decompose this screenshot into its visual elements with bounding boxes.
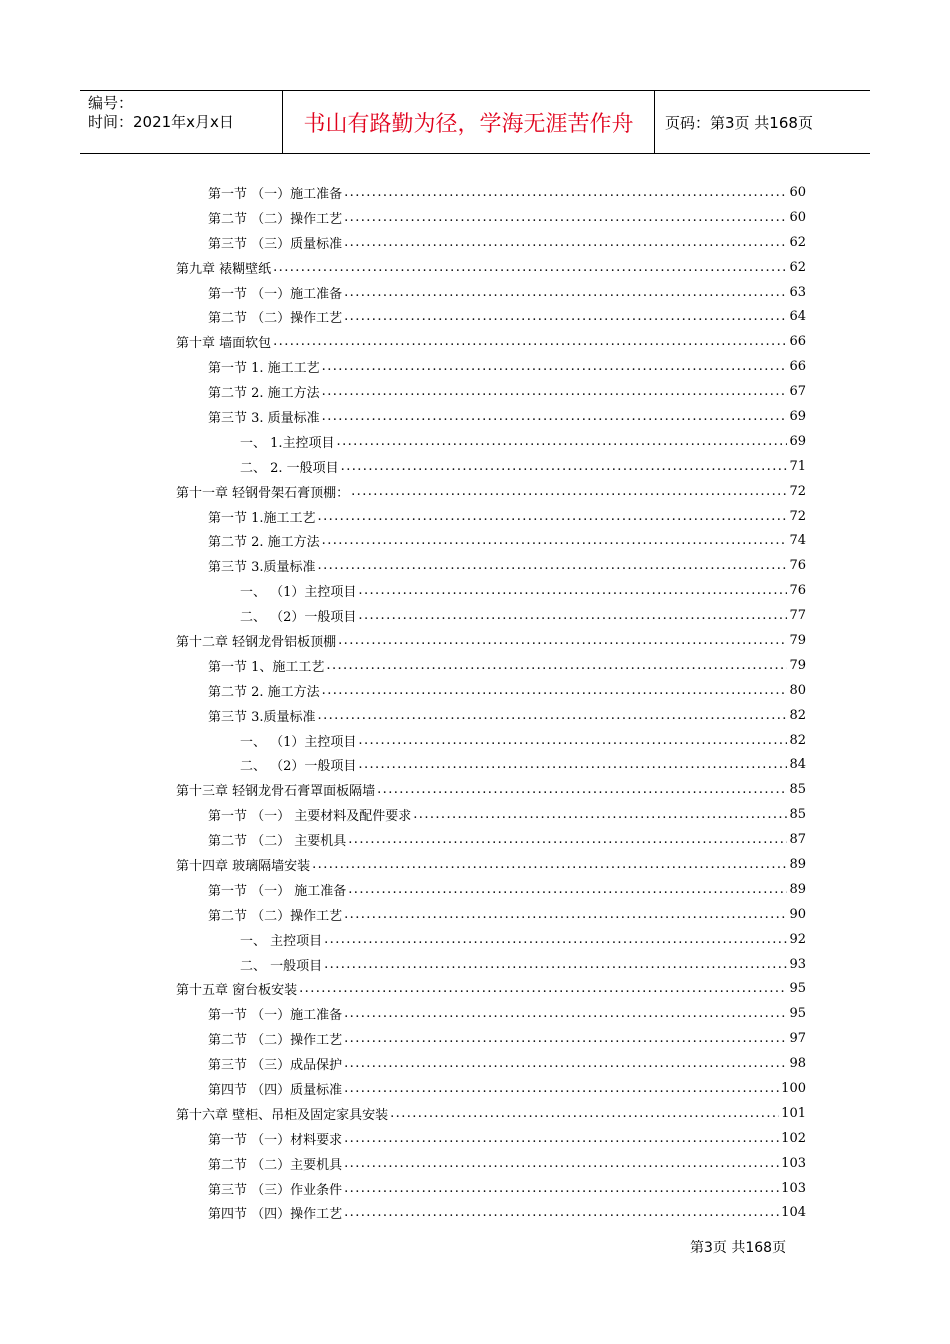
toc-entry-page: 90: [789, 906, 806, 922]
header-meta: [80, 91, 282, 153]
toc-dot-leader: [344, 907, 787, 922]
toc-dot-leader: [413, 807, 787, 822]
toc-entry-label: 第十三章 轻钢龙骨石膏罩面板隔墙: [176, 784, 376, 800]
toc-entry-page: 71: [789, 458, 806, 474]
toc-entry-page: 60: [789, 184, 806, 200]
toc-dot-leader: [318, 708, 788, 723]
toc-entry-page: 76: [789, 583, 806, 599]
toc-entry-page: 76: [789, 558, 806, 574]
toc-entry-label: 一、 主控项目: [240, 933, 323, 949]
toc-entry-page: 104: [781, 1205, 806, 1221]
toc-entry-label: 第二节 （二）操作工艺: [208, 908, 343, 924]
toc-entry[interactable]: [176, 429, 806, 454]
toc-entry-label: 第二节 （二） 主要机具: [208, 834, 347, 850]
toc-dot-leader: [322, 533, 788, 548]
toc-dot-leader: [344, 210, 787, 225]
toc-entry-page: 103: [781, 1180, 806, 1196]
toc-dot-leader: [338, 633, 787, 648]
toc-entry-label: 第三节 （三）作业条件: [208, 1182, 343, 1198]
toc-entry[interactable]: [176, 927, 806, 952]
toc-dot-leader: [273, 334, 787, 349]
toc-entry[interactable]: [176, 678, 806, 703]
toc-entry[interactable]: [176, 877, 806, 902]
toc-entry-page: 89: [789, 881, 806, 897]
toc-entry-label: 第一节 （一） 施工准备: [208, 883, 347, 899]
toc-entry-label: 第十五章 窗台板安装: [176, 983, 298, 999]
toc-entry-label: 第二节 2. 施工方法: [208, 386, 320, 402]
toc-entry-page: 80: [789, 682, 806, 698]
toc-dot-leader: [344, 1006, 787, 1021]
toc-entry-label: 第三节 （三）成品保护: [208, 1058, 343, 1074]
toc-entry-page: 64: [789, 309, 806, 325]
toc-entry[interactable]: [176, 827, 806, 852]
toc-entry[interactable]: [176, 329, 806, 354]
toc-entry[interactable]: [176, 902, 806, 927]
toc-entry[interactable]: [176, 1001, 806, 1026]
toc-entry-page: 77: [789, 608, 806, 624]
toc-entry-label: 第一节 1. 施工工艺: [208, 361, 320, 377]
toc-entry-label: 第九章 裱糊壁纸: [176, 261, 272, 277]
toc-entry-page: 66: [789, 359, 806, 375]
toc-entry-page: 82: [789, 732, 806, 748]
toc-entry[interactable]: [176, 653, 806, 678]
toc-dot-leader: [322, 409, 788, 424]
header-motto: 书山有路勤为径，学海无涯苦作舟: [282, 91, 655, 153]
toc-entry[interactable]: [176, 528, 806, 553]
toc-dot-leader: [322, 683, 788, 698]
toc-entry-label: 第一节 （一） 主要材料及配件要求: [208, 809, 412, 825]
toc-entry-label: 第十二章 轻钢龙骨铝板顶棚: [176, 634, 337, 650]
toc-entry-page: 60: [789, 209, 806, 225]
toc-dot-leader: [344, 285, 787, 300]
toc-entry[interactable]: [176, 479, 806, 504]
toc-entry-page: 89: [789, 856, 806, 872]
toc-dot-leader: [318, 509, 788, 524]
toc-entry[interactable]: [176, 628, 806, 653]
toc-dot-leader: [324, 957, 787, 972]
toc-entry-label: 第三节 3.质量标准: [208, 560, 316, 576]
toc-entry[interactable]: [176, 379, 806, 404]
toc-entry-label: 第二节 2. 施工方法: [208, 535, 320, 551]
toc-dot-leader: [344, 185, 787, 200]
toc-entry-label: 第二节 （二）主要机具: [208, 1157, 343, 1173]
toc-dot-leader: [273, 260, 787, 275]
toc-entry-page: 95: [789, 981, 806, 997]
toc-dot-leader: [358, 583, 787, 598]
toc-entry-label: 第三节 3.质量标准: [208, 709, 316, 725]
toc-entry-page: 62: [789, 234, 806, 250]
toc-entry-page: 79: [789, 632, 806, 648]
toc-entry-label: 一、 （1）主控项目: [240, 734, 357, 750]
toc-entry[interactable]: [176, 1076, 806, 1101]
toc-dot-leader: [351, 484, 787, 499]
toc-dot-leader: [318, 558, 788, 573]
toc-entry-page: 92: [789, 931, 806, 947]
page-header: [80, 90, 870, 154]
toc-entry[interactable]: [176, 1101, 806, 1126]
toc-entry-label: 第十四章 玻璃隔墙安装: [176, 858, 311, 874]
toc-entry[interactable]: [176, 304, 806, 329]
toc-entry-page: 87: [789, 832, 806, 848]
toc-entry[interactable]: [176, 280, 806, 305]
toc-dot-leader: [348, 882, 787, 897]
toc-entry-page: 93: [789, 956, 806, 972]
toc-dot-leader: [358, 733, 787, 748]
page-footer: 第3页 共168页: [690, 1240, 787, 1256]
toc-entry[interactable]: [176, 1026, 806, 1051]
toc-dot-leader: [344, 1081, 779, 1096]
toc-entry-label: 第三节 （三）质量标准: [208, 236, 343, 252]
toc-dot-leader: [358, 757, 787, 772]
toc-dot-leader: [344, 1031, 787, 1046]
header-time-label: 时间：2021年x月x日: [88, 113, 234, 131]
toc-entry-label: 第三节 3. 质量标准: [208, 410, 320, 426]
toc-dot-leader: [312, 857, 787, 872]
toc-dot-leader: [337, 434, 788, 449]
toc-entry-label: 一、 （1）主控项目: [240, 585, 357, 601]
toc-entry-page: 74: [789, 533, 806, 549]
toc-dot-leader: [344, 1056, 787, 1071]
toc-entry-page: 100: [781, 1081, 806, 1096]
toc-entry-page: 103: [781, 1155, 806, 1171]
toc-dot-leader: [344, 1156, 779, 1171]
toc-entry[interactable]: [176, 603, 806, 628]
toc-dot-leader: [344, 1131, 779, 1146]
toc-dot-leader: [348, 832, 787, 847]
toc-entry-label: 第十六章 壁柜、吊柜及固定家具安装: [176, 1107, 389, 1123]
toc-entry-label: 第十一章 轻钢骨架石膏顶棚：: [176, 485, 350, 501]
toc-entry-label: 第十章 墙面软包: [176, 336, 272, 352]
toc-dot-leader: [322, 384, 788, 399]
toc-entry-label: 第二节 （二）操作工艺: [208, 211, 343, 227]
toc-entry-label: 第四节 （四）操作工艺: [208, 1207, 343, 1223]
toc-entry[interactable]: [176, 852, 806, 877]
toc-entry-label: 第一节 （一）施工准备: [208, 186, 343, 202]
toc-entry[interactable]: [176, 230, 806, 255]
toc-dot-leader: [377, 782, 787, 797]
toc-entry[interactable]: [176, 404, 806, 429]
toc-dot-leader: [344, 1181, 779, 1196]
toc-entry[interactable]: [176, 454, 806, 479]
toc-entry-label: 第二节 （二）操作工艺: [208, 311, 343, 327]
toc-entry-label: 第四节 （四）质量标准: [208, 1083, 343, 1098]
toc-entry-page: 101: [781, 1105, 806, 1121]
toc-entry[interactable]: [176, 504, 806, 529]
toc-entry-page: 84: [789, 757, 806, 773]
toc-entry[interactable]: [176, 703, 806, 728]
toc-dot-leader: [358, 608, 787, 623]
toc-entry-page: 85: [789, 782, 806, 798]
toc-dot-leader: [390, 1106, 779, 1121]
toc-entry-page: 102: [781, 1130, 806, 1146]
toc-entry-label: 二、 2. 一般项目: [240, 460, 339, 476]
toc-dot-leader: [344, 1205, 779, 1220]
toc-entry[interactable]: [176, 752, 806, 777]
toc-entry-label: 第二节 （二）操作工艺: [208, 1033, 343, 1049]
toc-entry[interactable]: [176, 255, 806, 280]
toc-entry-label: 二、 （2）一般项目: [240, 759, 357, 775]
table-of-contents: [176, 180, 806, 1225]
toc-entry-page: 98: [789, 1056, 806, 1072]
toc-dot-leader: [326, 658, 787, 673]
toc-dot-leader: [344, 309, 787, 324]
toc-dot-leader: [324, 932, 787, 947]
toc-dot-leader: [322, 359, 788, 374]
toc-entry-label: 第一节 （一）施工准备: [208, 286, 343, 302]
toc-entry[interactable]: [176, 354, 806, 379]
toc-entry-label: 第二节 2. 施工方法: [208, 684, 320, 700]
toc-entry-page: 79: [789, 657, 806, 673]
toc-entry[interactable]: [176, 553, 806, 578]
header-number-label: 编号：: [88, 94, 134, 112]
toc-entry[interactable]: [176, 180, 806, 205]
toc-entry-label: 第一节 1、施工工艺: [208, 659, 325, 675]
toc-entry[interactable]: [176, 728, 806, 753]
toc-entry-page: 82: [789, 707, 806, 723]
toc-entry-label: 第一节 （一）施工准备: [208, 1008, 343, 1024]
toc-entry-page: 95: [789, 1006, 806, 1022]
toc-entry-page: 62: [789, 259, 806, 275]
toc-entry[interactable]: [176, 1051, 806, 1076]
toc-entry-page: 66: [789, 334, 806, 350]
toc-entry[interactable]: [176, 1201, 806, 1226]
toc-entry-label: 第一节 （一）材料要求: [208, 1132, 343, 1148]
toc-entry[interactable]: [176, 1126, 806, 1151]
toc-dot-leader: [344, 235, 787, 250]
header-page-info: 页码：第3页 共168页: [665, 113, 813, 132]
toc-entry-page: 85: [789, 807, 806, 823]
toc-entry[interactable]: [176, 578, 806, 603]
toc-entry-page: 97: [789, 1031, 806, 1047]
toc-entry[interactable]: [176, 977, 806, 1002]
toc-entry-label: 一、 1.主控项目: [240, 435, 335, 451]
toc-entry-page: 69: [789, 408, 806, 424]
toc-entry-page: 69: [789, 433, 806, 449]
toc-entry[interactable]: [176, 777, 806, 802]
toc-entry-label: 二、 一般项目: [240, 958, 323, 974]
toc-entry-page: 63: [789, 284, 806, 300]
toc-entry-page: 72: [789, 508, 806, 524]
toc-entry[interactable]: [176, 1176, 806, 1201]
toc-entry[interactable]: [176, 802, 806, 827]
toc-entry[interactable]: [176, 205, 806, 230]
toc-dot-leader: [341, 459, 788, 474]
toc-entry-label: 二、 （2）一般项目: [240, 610, 357, 626]
toc-entry-page: 72: [789, 483, 806, 499]
toc-entry[interactable]: [176, 952, 806, 977]
toc-entry-label: 第一节 1.施工工艺: [208, 510, 316, 526]
toc-dot-leader: [299, 981, 787, 996]
toc-entry-page: 67: [789, 384, 806, 400]
toc-entry[interactable]: [176, 1151, 806, 1176]
